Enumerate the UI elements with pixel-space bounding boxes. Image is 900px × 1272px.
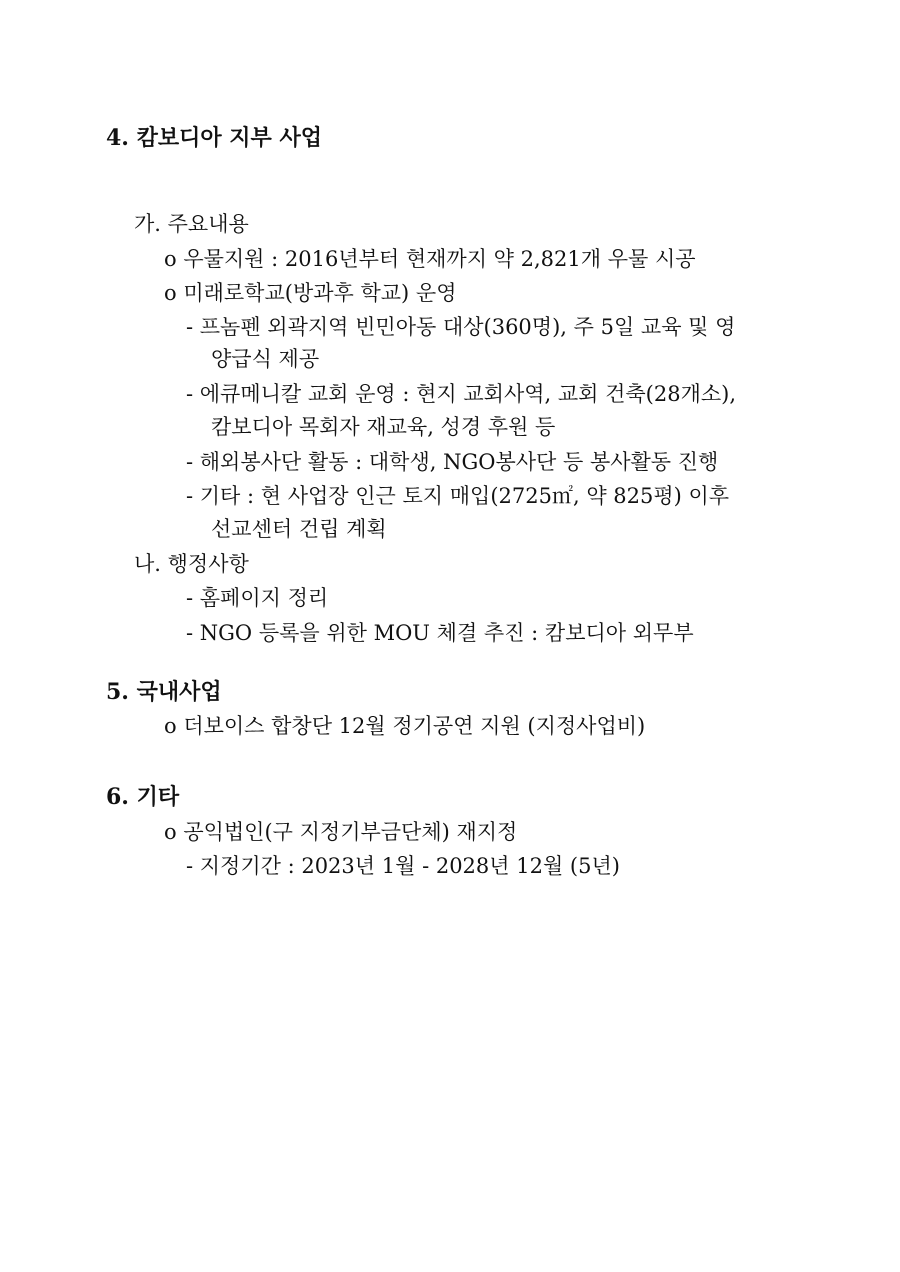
dash-designation-period: - 지정기간 : 2023년 1월 - 2028년 12월 (5년) [186, 854, 620, 878]
bullet-choir-support: o 더보이스 합창단 12월 정기공연 지원 (지정사업비) [164, 714, 646, 738]
dash-phnom-penh-children: - 프놈펜 외곽지역 빈민아동 대상(360명), 주 5일 교육 및 영 [186, 315, 736, 339]
bullet-public-interest-designation: o 공익법인(구 지정기부금단체) 재지정 [164, 820, 518, 844]
dash-other-land-purchase: - 기타 : 현 사업장 인근 토지 매입(2725㎡, 약 825평) 이후 [186, 484, 730, 508]
section-6-heading: 6. 기타 [106, 784, 180, 810]
bullet-mirae-school: o 미래로학교(방과후 학교) 운영 [164, 281, 457, 305]
section-5-heading: 5. 국내사업 [106, 679, 222, 705]
dash-homepage: - 홈페이지 정리 [186, 586, 329, 610]
dash-overseas-volunteers: - 해외봉사단 활동 : 대학생, NGO봉사단 등 봉사활동 진행 [186, 450, 719, 474]
subsection-na-title: 나. 행정사항 [134, 552, 249, 576]
subsection-ga-title: 가. 주요내용 [134, 212, 249, 236]
dash-other-land-purchase-continued: 선교센터 건립 계획 [211, 517, 387, 541]
bullet-well-support: o 우물지원 : 2016년부터 현재까지 약 2,821개 우물 시공 [164, 247, 696, 271]
dash-phnom-penh-children-continued: 양급식 제공 [211, 347, 320, 371]
dash-ecumenical-church: - 에큐메니칼 교회 운영 : 현지 교회사역, 교회 건축(28개소), [186, 382, 737, 406]
dash-ngo-registration: - NGO 등록을 위한 MOU 체결 추진 : 캄보디아 외무부 [186, 621, 694, 645]
dash-ecumenical-church-continued: 캄보디아 목회자 재교육, 성경 후원 등 [211, 415, 556, 439]
section-4-heading: 4. 캄보디아 지부 사업 [106, 125, 322, 151]
